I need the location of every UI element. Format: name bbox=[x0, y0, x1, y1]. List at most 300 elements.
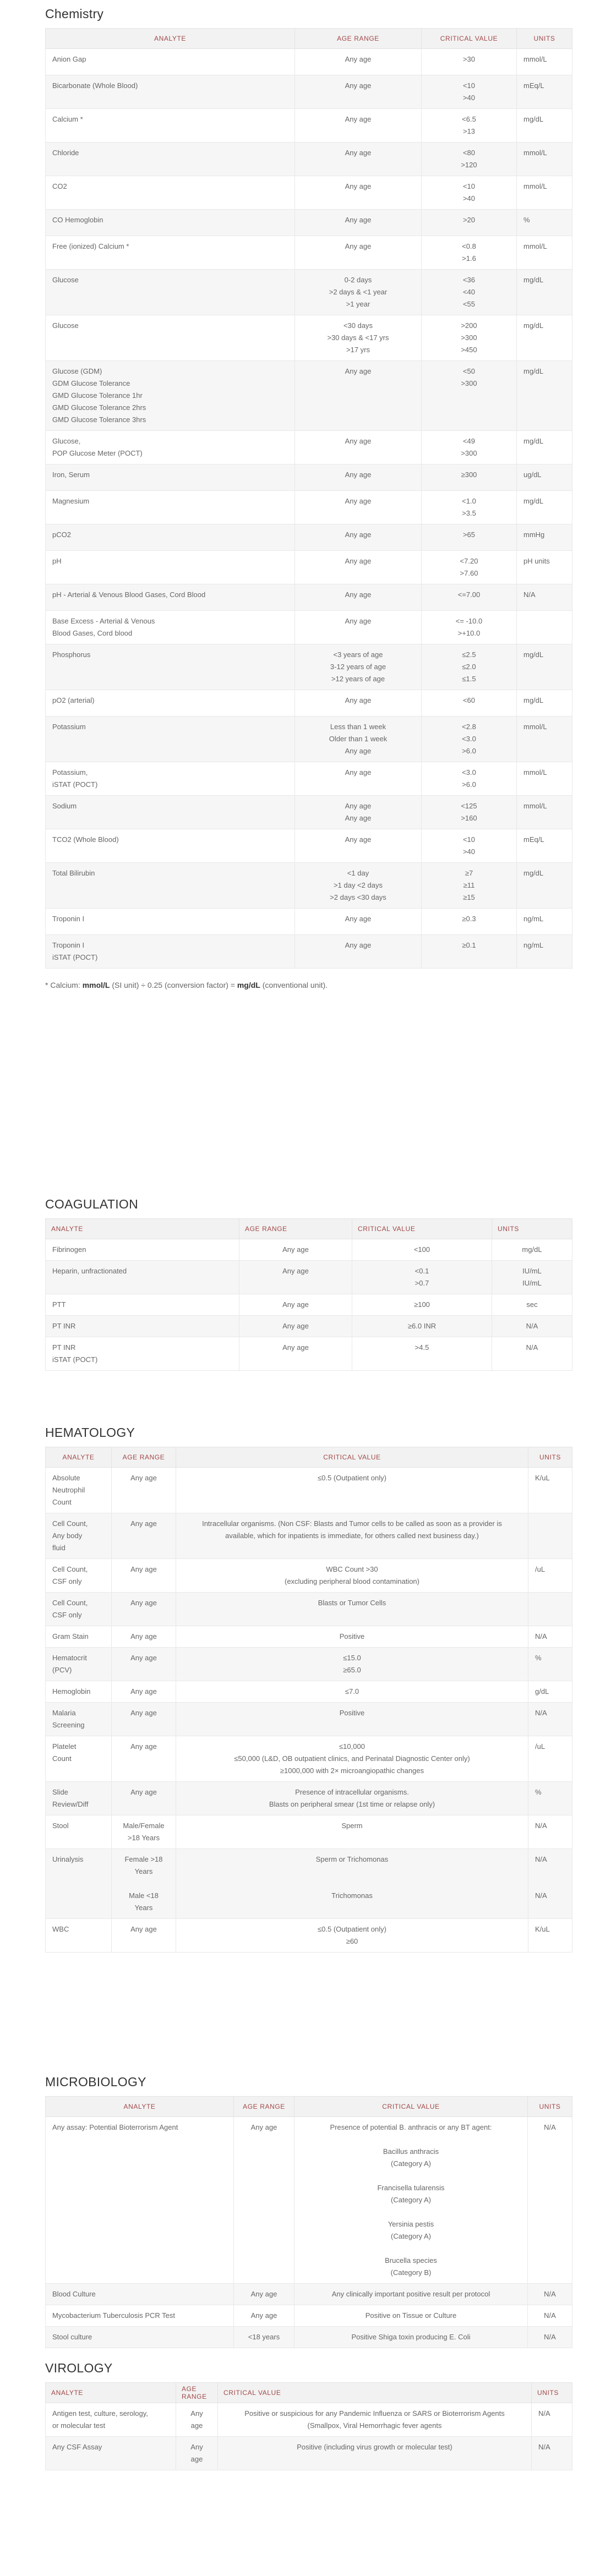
cell-analyte-line: Chloride bbox=[52, 149, 79, 157]
cell-units bbox=[517, 690, 572, 717]
cell-analyte bbox=[46, 717, 295, 762]
cell-units-line: mg/dL bbox=[523, 650, 544, 659]
cell-units bbox=[528, 2117, 572, 2284]
cell-age-range bbox=[112, 1736, 176, 1782]
cell-critical-value-line: ≤7.0 bbox=[345, 1687, 359, 1696]
cell-units bbox=[517, 584, 572, 611]
cell-analyte bbox=[46, 176, 295, 210]
cell-critical-value-line bbox=[301, 2206, 521, 2218]
cell-age-range bbox=[234, 2117, 294, 2284]
cell-critical-value bbox=[176, 1703, 528, 1736]
cell-analyte bbox=[46, 2305, 234, 2327]
cell-units bbox=[517, 49, 572, 75]
cell-critical-value bbox=[422, 49, 517, 75]
cell-analyte-line: Screening bbox=[52, 1721, 85, 1729]
cell-units-line: N/A bbox=[544, 2311, 556, 2320]
cell-units-line: % bbox=[523, 216, 530, 224]
cell-analyte-line: Total Bilirubin bbox=[52, 869, 95, 877]
cell-analyte bbox=[46, 644, 295, 690]
cell-critical-value bbox=[176, 1736, 528, 1782]
cell-analyte bbox=[46, 2403, 176, 2437]
cell-units-line: ng/mL bbox=[523, 941, 544, 949]
cell-age-range-line: >30 days & <17 yrs bbox=[327, 333, 389, 342]
cell-critical-value bbox=[422, 491, 517, 524]
cell-units bbox=[528, 1849, 572, 1919]
cell-age-range-line: Any bbox=[190, 2409, 203, 2418]
cell-critical-value-line: Positive (including virus growth or molecular test) bbox=[297, 2443, 452, 2451]
cell-critical-value-line: Sperm or Trichomonas bbox=[315, 1855, 389, 1863]
cell-critical-value bbox=[294, 2117, 528, 2284]
cell-analyte-line: Platelet bbox=[52, 1742, 77, 1751]
cell-age-range-line: Any age bbox=[345, 814, 372, 822]
cell-analyte-line: (PCV) bbox=[52, 1666, 72, 1674]
col-header-age-range: AGE RANGE bbox=[234, 2097, 294, 2117]
cell-units bbox=[528, 1513, 572, 1559]
cell-analyte bbox=[46, 524, 295, 551]
cell-age-range bbox=[295, 611, 422, 644]
section-title-chemistry: Chemistry bbox=[45, 7, 104, 21]
cell-critical-value-line: >450 bbox=[461, 346, 477, 354]
cell-critical-value-line: >20 bbox=[462, 216, 476, 224]
note-prefix: * Calcium: bbox=[45, 981, 83, 989]
col-header-analyte: ANALYTE bbox=[46, 1447, 112, 1468]
cell-analyte-line: POP Glucose Meter (POCT) bbox=[52, 449, 143, 457]
cell-analyte-line: Calcium * bbox=[52, 115, 83, 123]
table-row bbox=[46, 909, 572, 935]
cell-critical-value-line: <3.0 bbox=[462, 735, 476, 743]
cell-analyte-line: Glucose bbox=[52, 321, 79, 330]
col-header-analyte: ANALYTE bbox=[46, 2383, 176, 2403]
table-row bbox=[46, 109, 572, 143]
calcium-conversion-note bbox=[45, 981, 572, 989]
cell-units-line: g/dL bbox=[535, 1687, 549, 1696]
cell-critical-value bbox=[294, 2327, 528, 2348]
cell-critical-value-line: (Smallpox, Viral Hemorrhagic fever agents bbox=[307, 2421, 442, 2430]
table-row bbox=[46, 1593, 572, 1626]
col-header-critical-value: CRITICAL VALUE bbox=[422, 29, 517, 49]
cell-analyte bbox=[46, 829, 295, 863]
cell-age-range-line: >12 years of age bbox=[331, 675, 385, 683]
cell-units-line: N/A bbox=[535, 1632, 547, 1640]
note-mid: (SI unit) ÷ 0.25 (conversion factor) = bbox=[110, 981, 237, 989]
cell-analyte-line: Fibrinogen bbox=[52, 1245, 86, 1254]
cell-critical-value bbox=[422, 935, 517, 969]
cell-units bbox=[528, 1782, 572, 1815]
cell-critical-value-line: >40 bbox=[462, 194, 476, 203]
col-header-critical-value: CRITICAL VALUE bbox=[218, 2383, 532, 2403]
cell-units-line: K/uL bbox=[535, 1925, 550, 1933]
table-row bbox=[46, 75, 572, 109]
cell-units bbox=[532, 2403, 572, 2437]
cell-age-range bbox=[234, 2284, 294, 2305]
cell-age-range bbox=[295, 236, 422, 270]
col-header-critical-value: CRITICAL VALUE bbox=[352, 1219, 492, 1239]
table-row bbox=[46, 2305, 572, 2327]
cell-analyte-line: Hematocrit bbox=[52, 1654, 87, 1662]
cell-units-line: mg/dL bbox=[523, 497, 544, 505]
cell-analyte-line: pCO2 bbox=[52, 530, 71, 539]
cell-units-line: /uL bbox=[535, 1742, 545, 1751]
cell-analyte-line: Glucose, bbox=[52, 437, 81, 445]
cell-age-range-line: Any age bbox=[345, 437, 372, 445]
cell-critical-value-line bbox=[183, 1878, 521, 1890]
cell-age-range-line: Any age bbox=[282, 1322, 309, 1330]
cell-units-line: ug/dL bbox=[523, 471, 542, 479]
cell-age-range bbox=[295, 75, 422, 109]
cell-age-range-line: Any age bbox=[345, 81, 372, 90]
cell-critical-value-line bbox=[301, 2134, 521, 2146]
table-row bbox=[46, 2117, 572, 2284]
cell-critical-value-line: <6.5 bbox=[462, 115, 476, 123]
cell-age-range-line: age bbox=[190, 2421, 203, 2430]
table-row bbox=[46, 315, 572, 361]
cell-units bbox=[517, 109, 572, 143]
cell-critical-value-line: ≤50,000 (L&D, OB outpatient clinics, and Perinatal Diagnostic Center only) bbox=[234, 1754, 470, 1763]
cell-analyte-line: Cell Count, bbox=[52, 1599, 88, 1607]
coagulation-table bbox=[45, 1218, 572, 1371]
cell-critical-value-line: >120 bbox=[461, 161, 477, 169]
cell-critical-value-line: ≤2.0 bbox=[462, 663, 476, 671]
cell-age-range bbox=[112, 1648, 176, 1681]
section-title-coagulation: COAGULATION bbox=[45, 1197, 139, 1211]
cell-age-range-line: Any age bbox=[345, 55, 372, 63]
cell-analyte-line: CSF only bbox=[52, 1611, 82, 1619]
cell-analyte bbox=[46, 1239, 239, 1261]
cell-age-range-line: Any age bbox=[345, 242, 372, 250]
cell-analyte bbox=[46, 2284, 234, 2305]
cell-age-range bbox=[239, 1261, 352, 1294]
cell-critical-value-line: <100 bbox=[413, 1245, 430, 1254]
cell-age-range-line: Any bbox=[190, 2443, 203, 2451]
cell-age-range-line: Any age bbox=[345, 367, 372, 375]
cell-critical-value-line: ≥15 bbox=[463, 893, 475, 901]
cell-critical-value bbox=[352, 1316, 492, 1337]
cell-age-range bbox=[295, 109, 422, 143]
table-row bbox=[46, 361, 572, 431]
cell-units-line: IU/mL bbox=[522, 1279, 542, 1287]
table-row bbox=[46, 1294, 572, 1316]
cell-analyte-line: Phosphorus bbox=[52, 650, 91, 659]
cell-critical-value-line: Positive Shiga toxin producing E. Coli bbox=[351, 2333, 471, 2341]
cell-analyte bbox=[46, 143, 295, 176]
cell-analyte bbox=[46, 2437, 176, 2470]
cell-units bbox=[528, 1626, 572, 1648]
cell-age-range bbox=[234, 2305, 294, 2327]
cell-age-range-line: <30 days bbox=[343, 321, 373, 330]
cell-critical-value bbox=[422, 551, 517, 584]
cell-critical-value bbox=[422, 464, 517, 491]
cell-units-line: mg/dL bbox=[523, 437, 544, 445]
cell-age-range bbox=[295, 829, 422, 863]
cell-critical-value bbox=[176, 1849, 528, 1919]
cell-units bbox=[517, 431, 572, 464]
cell-analyte bbox=[46, 909, 295, 935]
cell-critical-value-line: Presence of intracellular organisms. bbox=[295, 1788, 409, 1796]
cell-critical-value-line: >1.6 bbox=[462, 254, 476, 262]
cell-critical-value bbox=[422, 236, 517, 270]
cell-units bbox=[517, 644, 572, 690]
cell-critical-value-line: Any clinically important positive result per protocol bbox=[331, 2290, 490, 2298]
cell-units-line: sec bbox=[526, 1300, 538, 1309]
cell-critical-value-line: ≤0.5 (Outpatient only) bbox=[318, 1474, 386, 1482]
cell-age-range bbox=[295, 143, 422, 176]
cell-critical-value-line: Brucella species bbox=[385, 2256, 437, 2265]
cell-units bbox=[517, 551, 572, 584]
cell-units-line: mmol/L bbox=[523, 802, 547, 810]
cell-age-range bbox=[239, 1316, 352, 1337]
cell-age-range-line: Any age bbox=[130, 1565, 157, 1573]
cell-critical-value-line: <2.8 bbox=[462, 723, 476, 731]
chemistry-table bbox=[45, 28, 572, 969]
cell-critical-value bbox=[422, 829, 517, 863]
cell-age-range-line: Any age bbox=[345, 747, 372, 755]
cell-critical-value-line: Positive on Tissue or Culture bbox=[365, 2311, 457, 2320]
table-row bbox=[46, 644, 572, 690]
cell-units bbox=[528, 2305, 572, 2327]
hematology-table bbox=[45, 1447, 572, 1952]
cell-age-range-line: Any age bbox=[345, 617, 372, 625]
cell-units bbox=[528, 2327, 572, 2348]
cell-age-range bbox=[295, 210, 422, 236]
cell-critical-value bbox=[422, 361, 517, 431]
cell-age-range bbox=[239, 1239, 352, 1261]
col-header-units: UNITS bbox=[532, 2383, 572, 2403]
cell-units-line: % bbox=[535, 1654, 542, 1662]
cell-critical-value-line: ≤10,000 bbox=[339, 1742, 365, 1751]
cell-analyte bbox=[46, 1648, 112, 1681]
cell-critical-value-line: ≤2.5 bbox=[462, 650, 476, 659]
cell-age-range bbox=[112, 1703, 176, 1736]
cell-analyte bbox=[46, 1593, 112, 1626]
cell-age-range bbox=[295, 935, 422, 969]
cell-critical-value-line: ≥0.3 bbox=[462, 915, 476, 923]
cell-age-range-line: Any age bbox=[345, 835, 372, 844]
cell-analyte-line: Potassium bbox=[52, 723, 86, 731]
cell-critical-value bbox=[422, 524, 517, 551]
cell-units-line: mg/dL bbox=[522, 1245, 542, 1254]
cell-units bbox=[517, 361, 572, 431]
cell-age-range-line: Any age bbox=[345, 497, 372, 505]
cell-analyte-line: Troponin I bbox=[52, 941, 85, 949]
cell-units bbox=[517, 491, 572, 524]
cell-units-line: % bbox=[535, 1788, 542, 1796]
cell-age-range-line: >17 yrs bbox=[346, 346, 370, 354]
section-title-hematology: HEMATOLOGY bbox=[45, 1425, 135, 1440]
table-row bbox=[46, 1736, 572, 1782]
note-suffix: (conventional unit). bbox=[260, 981, 328, 989]
cell-critical-value-line: Yersinia pestis bbox=[388, 2220, 434, 2228]
cell-critical-value bbox=[352, 1337, 492, 1371]
cell-age-range bbox=[295, 361, 422, 431]
cell-analyte-line: Glucose bbox=[52, 276, 79, 284]
cell-units bbox=[517, 796, 572, 829]
cell-units-line: mmol/L bbox=[523, 723, 547, 731]
cell-critical-value-line: Blasts on peripheral smear (1st time or relapse only) bbox=[269, 1800, 435, 1808]
cell-critical-value bbox=[422, 644, 517, 690]
microbiology-table bbox=[45, 2096, 572, 2348]
cell-age-range bbox=[295, 315, 422, 361]
cell-critical-value-line: <10 bbox=[462, 81, 476, 90]
cell-critical-value-line: <1.0 bbox=[462, 497, 476, 505]
cell-age-range-line: >1 year bbox=[346, 300, 370, 308]
table-row bbox=[46, 1626, 572, 1648]
cell-critical-value bbox=[176, 1681, 528, 1703]
cell-critical-value-line: <60 bbox=[462, 696, 476, 704]
cell-critical-value-line: Sperm bbox=[341, 1822, 363, 1830]
cell-critical-value-line: ≥1000,000 with 2× microangiopathic changes bbox=[280, 1766, 424, 1775]
cell-units bbox=[528, 1919, 572, 1952]
table-row bbox=[46, 2327, 572, 2348]
table-row bbox=[46, 270, 572, 315]
cell-age-range-line: Any age bbox=[250, 2123, 277, 2131]
cell-analyte-line: Cell Count, bbox=[52, 1519, 88, 1528]
cell-age-range-line: Any age bbox=[130, 1654, 157, 1662]
cell-units-line bbox=[535, 1866, 565, 1878]
cell-critical-value-line: ≥65.0 bbox=[343, 1666, 361, 1674]
cell-units bbox=[492, 1316, 572, 1337]
cell-critical-value bbox=[176, 1513, 528, 1559]
cell-units bbox=[517, 270, 572, 315]
cell-critical-value-line: (Category A) bbox=[391, 2159, 431, 2168]
cell-units bbox=[528, 1559, 572, 1593]
cell-units-line: N/A bbox=[535, 1891, 547, 1900]
cell-analyte-line: GMD Glucose Tolerance 3hrs bbox=[52, 415, 146, 424]
cell-age-range-line: 3-12 years of age bbox=[330, 663, 386, 671]
table-row bbox=[46, 1703, 572, 1736]
col-header-units: UNITS bbox=[528, 1447, 572, 1468]
cell-age-range bbox=[295, 796, 422, 829]
cell-analyte bbox=[46, 1559, 112, 1593]
cell-age-range-line: Any age bbox=[282, 1343, 309, 1352]
cell-analyte bbox=[46, 49, 295, 75]
cell-units bbox=[517, 524, 572, 551]
cell-critical-value-line: available, which for inpatients is immediate, for others called next business day.) bbox=[225, 1532, 479, 1540]
cell-analyte bbox=[46, 551, 295, 584]
cell-critical-value-line: Intracellular organisms. (Non CSF: Blasts and Tumor cells to be called as soon as a provider is bbox=[202, 1519, 502, 1528]
cell-analyte-line: WBC bbox=[52, 1925, 69, 1933]
cell-age-range bbox=[295, 524, 422, 551]
cell-age-range-line: Any age bbox=[282, 1300, 309, 1309]
cell-analyte-line: Absolute bbox=[52, 1474, 80, 1482]
cell-analyte bbox=[46, 1337, 239, 1371]
section-title-virology: VIROLOGY bbox=[45, 2361, 113, 2375]
cell-analyte bbox=[46, 464, 295, 491]
cell-critical-value bbox=[352, 1294, 492, 1316]
cell-analyte bbox=[46, 1468, 112, 1513]
cell-analyte-line: Free (ionized) Calcium * bbox=[52, 242, 129, 250]
cell-analyte-line: Blood Culture bbox=[52, 2290, 96, 2298]
cell-critical-value-line: <125 bbox=[461, 802, 477, 810]
cell-analyte-line: iSTAT (POCT) bbox=[52, 953, 98, 961]
chemistry-section bbox=[45, 0, 572, 989]
cell-units-line: mg/dL bbox=[523, 115, 544, 123]
cell-analyte bbox=[46, 1815, 112, 1849]
table-row bbox=[46, 1239, 572, 1261]
cell-critical-value-line: >+10.0 bbox=[457, 629, 481, 637]
section-title-microbiology: MICROBIOLOGY bbox=[45, 2075, 146, 2089]
cell-units-line bbox=[535, 1518, 565, 1530]
cell-critical-value bbox=[176, 1593, 528, 1626]
cell-age-range-line: Any age bbox=[345, 182, 372, 190]
cell-units bbox=[517, 909, 572, 935]
cell-analyte bbox=[46, 1919, 112, 1952]
cell-units-line: N/A bbox=[544, 2333, 556, 2341]
cell-critical-value-line: >4.5 bbox=[414, 1343, 429, 1352]
note-unit-conventional: mg/dL bbox=[237, 981, 260, 989]
table-row bbox=[46, 236, 572, 270]
cell-critical-value bbox=[176, 1815, 528, 1849]
cell-analyte-line: Stool culture bbox=[52, 2333, 92, 2341]
cell-analyte-line: Neutrophil bbox=[52, 1486, 85, 1494]
cell-analyte bbox=[46, 2117, 234, 2284]
table-row bbox=[46, 210, 572, 236]
table-row bbox=[46, 431, 572, 464]
table-row bbox=[46, 2403, 572, 2437]
cell-age-range-line: Any age bbox=[130, 1632, 157, 1640]
cell-analyte bbox=[46, 796, 295, 829]
table-row bbox=[46, 935, 572, 969]
cell-analyte bbox=[46, 1849, 112, 1919]
cell-analyte-line: Cell Count, bbox=[52, 1565, 88, 1573]
cell-critical-value bbox=[176, 1626, 528, 1648]
cell-age-range-line: Any age bbox=[130, 1687, 157, 1696]
cell-units bbox=[528, 1815, 572, 1849]
col-header-units: UNITS bbox=[517, 29, 572, 49]
cell-critical-value-line: Presence of potential B. anthracis or any BT agent: bbox=[330, 2123, 492, 2131]
cell-units-line: IU/mL bbox=[522, 1267, 542, 1275]
cell-critical-value bbox=[422, 143, 517, 176]
table-row bbox=[46, 829, 572, 863]
cell-critical-value-line: ≤15.0 bbox=[343, 1654, 361, 1662]
cell-age-range-line: >1 day <2 days bbox=[334, 881, 383, 889]
cell-critical-value-line: Bacillus anthracis bbox=[383, 2147, 439, 2156]
cell-analyte-line: TCO2 (Whole Blood) bbox=[52, 835, 119, 844]
cell-critical-value-line: <36 bbox=[462, 276, 476, 284]
cell-units-line: mmHg bbox=[523, 530, 545, 539]
cell-units-line: mmol/L bbox=[523, 768, 547, 776]
cell-analyte-line: iSTAT (POCT) bbox=[52, 780, 98, 789]
virology-table bbox=[45, 2382, 572, 2470]
cell-age-range bbox=[112, 1919, 176, 1952]
cell-critical-value-line: >0.7 bbox=[414, 1279, 429, 1287]
cell-analyte bbox=[46, 491, 295, 524]
cell-units-line bbox=[535, 1597, 565, 1609]
cell-age-range-line: >2 days <30 days bbox=[330, 893, 386, 901]
cell-age-range-line: <18 years bbox=[248, 2333, 280, 2341]
virology-section bbox=[45, 2361, 572, 2470]
cell-critical-value-line: (Category A) bbox=[391, 2232, 431, 2240]
cell-age-range-line: Any age bbox=[345, 216, 372, 224]
cell-critical-value-line: >65 bbox=[462, 530, 476, 539]
cell-age-range-line: Any age bbox=[130, 1709, 157, 1717]
cell-age-range bbox=[112, 1681, 176, 1703]
cell-age-range-line: Any age bbox=[130, 1519, 157, 1528]
cell-age-range-line: Any age bbox=[130, 1474, 157, 1482]
cell-critical-value-line: >13 bbox=[462, 127, 476, 135]
cell-analyte bbox=[46, 361, 295, 431]
cell-critical-value bbox=[422, 176, 517, 210]
cell-age-range-line: <3 years of age bbox=[333, 650, 383, 659]
cell-analyte bbox=[46, 690, 295, 717]
cell-analyte-line: iSTAT (POCT) bbox=[52, 1355, 98, 1364]
cell-analyte bbox=[46, 1294, 239, 1316]
cell-age-range-line: Any age bbox=[345, 768, 372, 776]
cell-age-range-line: Years bbox=[134, 1904, 153, 1912]
cell-critical-value bbox=[176, 1468, 528, 1513]
cell-analyte-line: Glucose (GDM) bbox=[52, 367, 102, 375]
table-row bbox=[46, 717, 572, 762]
cell-critical-value-line: <0.1 bbox=[414, 1267, 429, 1275]
